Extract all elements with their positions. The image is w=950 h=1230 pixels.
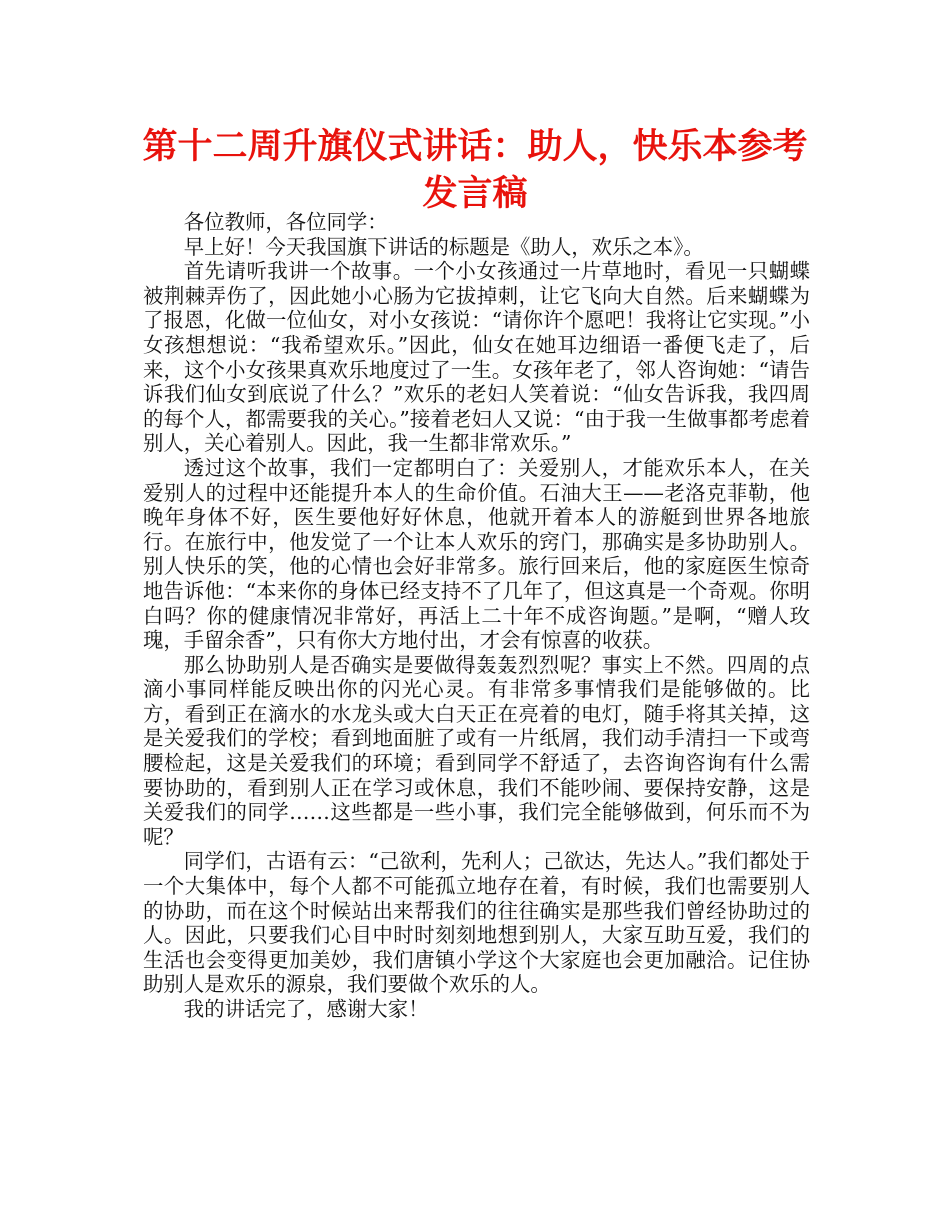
document-body bbox=[143, 210, 810, 1022]
lesson-paragraph: 透过这个故事，我们一定都明白了：关爱别人，才能欢乐本人，在关爱别人的过程中还能提升本人的生命价值。石油大王——老洛克菲勒，他晚年身体不好，医生要他好好休息，他就开着本人的游艇到世界各地旅行。在旅行中，他发觉了一个让本人欢乐的窍门，那确实是多协助别人。别人快乐的笑，他的心情也会好非常多。旅行回来后，他的家庭医生惊奇地告诉他：“本来你的身体已经支持不了几年了，但这真是一个奇观。你明白吗？你的健康情况非常好，再活上二十年不成咨询题。”是啊，“赠人玫瑰，手留余香”，只有你大方地付出，才会有惊喜的收获。 bbox=[143, 455, 810, 653]
story-paragraph: 首先请听我讲一个故事。一个小女孩通过一片草地时，看见一只蝴蝶被荆棘弄伤了，因此她小心肠为它拔掉刺，让它飞向大自然。后来蝴蝶为了报恩，化做一位仙女，对小女孩说：“请你许个愿吧！我将让它实现。”小女孩想想说：“我希望欢乐。”因此，仙女在她耳边细语一番便飞走了，后来，这个小女孩果真欢乐地度过了一生。女孩年老了，邻人咨询她：“请告诉我们仙女到底说了什么？”欢乐的老妇人笑着说：“仙女告诉我，我四周的每个人，都需要我的关心。”接着老妇人又说：“由于我一生做事都考虑着别人，关心着别人。因此，我一生都非常欢乐。” bbox=[143, 259, 810, 456]
greeting-paragraph: 早上好！今天我国旗下讲话的标题是《助人，欢乐之本》。 bbox=[183, 234, 704, 259]
conclusion-paragraph: 同学们，古语有云：“己欲利，先利人；己欲达，先达人。”我们都处于一个大集体中，每个人都不可能孤立地存在着，有时候，我们也需要别人的协助，而在这个时候站出来帮我们的往往确实是那些我们曾经协助过的人。因此，只要我们心目中时时刻刻地想到别人，大家互助互爱，我们的生活也会变得更加美妙，我们唐镇小学这个大家庭也会更加融洽。记住协助别人是欢乐的源泉，我们要做个欢乐的人。 bbox=[143, 849, 810, 997]
salutation-paragraph: 各位教师，各位同学： bbox=[183, 210, 388, 234]
document-title: 第十二周升旗仪式讲话：助人，快乐本参考发言稿 bbox=[142, 127, 808, 214]
closing-paragraph: 我的讲话完了，感谢大家！ bbox=[183, 997, 429, 1021]
small-deeds-paragraph: 那么协助别人是否确实是要做得轰轰烈烈呢？事实上不然。四周的点滴小事同样能反映出你的闪光心灵。有非常多事情我们是能够做的。比方，看到正在滴水的水龙头或大白天正在亮着的电灯，随手将其关掉，这是关爱我们的学校；看到地面脏了或有一片纸屑，我们动手清扫一下或弯腰检起，这是关爱我们的环境；看到同学不舒适了，去咨询咨询有什么需要协助的，看到别人正在学习或休息，我们不能吵闹、要保持安静，这是关爱我们的同学……这些都是一些小事，我们完全能够做到，何乐而不为呢？ bbox=[143, 652, 810, 849]
